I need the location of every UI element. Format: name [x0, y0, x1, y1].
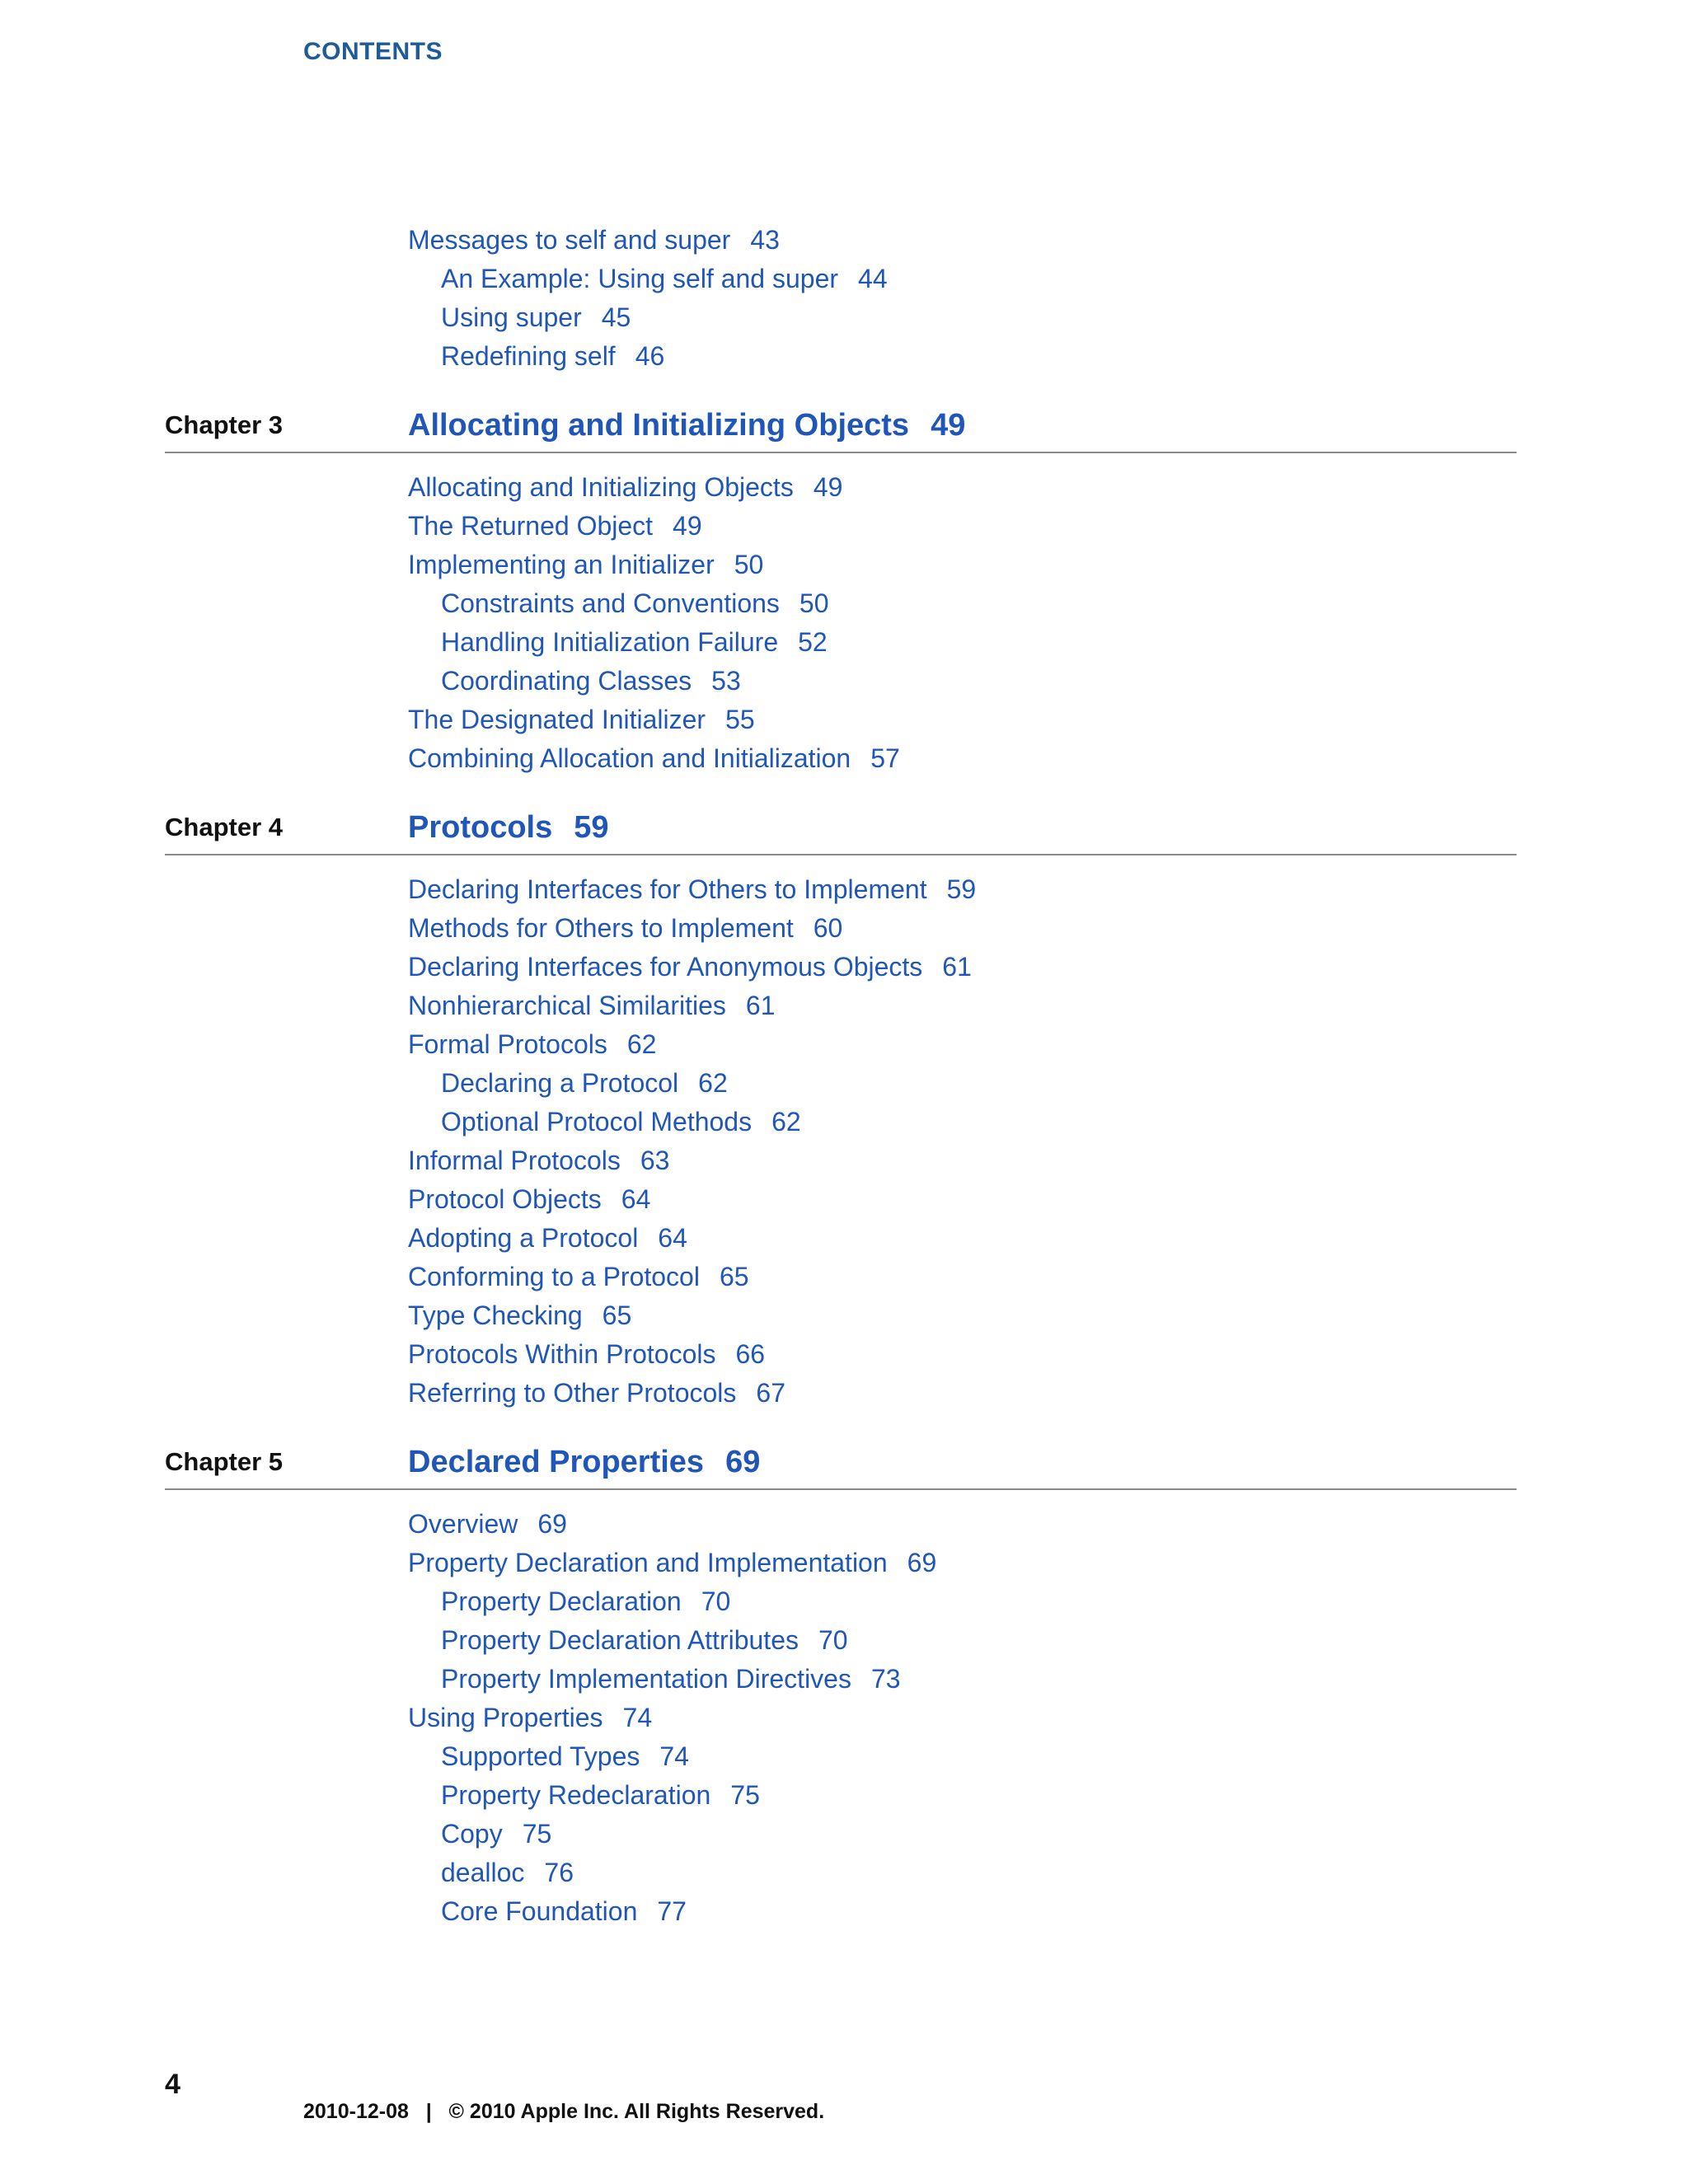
toc-entry-page-number: 62 — [626, 1029, 657, 1059]
toc-entry-link[interactable] — [408, 1776, 1517, 1815]
toc-entry-link[interactable] — [408, 1180, 1517, 1219]
toc-entry-page-number: 57 — [870, 743, 900, 773]
toc-entry-title: Implementing an Initializer — [408, 550, 715, 579]
chapter-entry-list — [165, 453, 1517, 778]
toc-entry-link[interactable] — [408, 1103, 1517, 1141]
chapter-entry-list — [165, 855, 1517, 1413]
toc-entry-page-number: 61 — [745, 991, 776, 1020]
toc-entry-title: Property Declaration and Implementation — [408, 1548, 888, 1577]
toc-entry-page-number: 45 — [601, 302, 631, 332]
toc-entry-link[interactable] — [408, 584, 1517, 623]
toc-entry-link[interactable] — [408, 546, 1517, 584]
chapter-entry-list — [165, 1490, 1517, 1931]
toc-entry-link[interactable] — [408, 623, 1517, 662]
toc-entry-link[interactable] — [408, 1505, 1517, 1544]
toc-entry-link[interactable] — [408, 507, 1517, 546]
toc-entry-page-number: 62 — [698, 1068, 728, 1098]
chapter-title-text: Protocols — [408, 810, 553, 845]
toc-entry-title: An Example: Using self and super — [441, 264, 839, 293]
toc-entry-title: Methods for Others to Implement — [408, 913, 794, 943]
toc-entry-title: Property Declaration — [441, 1586, 682, 1616]
toc-entry-page-number: 73 — [870, 1664, 901, 1694]
toc-entry-page-number: 66 — [735, 1339, 766, 1369]
toc-entry-page-number: 76 — [544, 1858, 574, 1887]
toc-entry-title: Constraints and Conventions — [441, 588, 780, 618]
toc-entry-title: Referring to Other Protocols — [408, 1378, 737, 1408]
toc-entry-link[interactable] — [408, 468, 1517, 507]
toc-entry-link[interactable] — [408, 1258, 1517, 1296]
chapter-section — [165, 1432, 1517, 1931]
toc-entry-link[interactable] — [408, 870, 1517, 909]
toc-entry-page-number: 49 — [813, 472, 843, 502]
toc-entry-title: Copy — [441, 1819, 503, 1849]
toc-entry-page-number: 46 — [635, 341, 665, 371]
chapter-title-text: Allocating and Initializing Objects — [408, 408, 910, 443]
toc-entry-title: Protocol Objects — [408, 1184, 602, 1214]
toc-entry-page-number: 60 — [813, 913, 843, 943]
toc-entry-page-number: 53 — [711, 666, 741, 696]
toc-entry-title: Property Redeclaration — [441, 1780, 711, 1810]
toc-entry-page-number: 75 — [730, 1780, 760, 1810]
toc-entry-link[interactable] — [408, 1737, 1517, 1776]
toc-entry-link[interactable] — [408, 739, 1517, 778]
toc-entry-link[interactable] — [408, 298, 1517, 337]
toc-entry-link[interactable] — [408, 337, 1517, 376]
page-number: 4 — [165, 2069, 181, 2100]
toc-entry-title: Allocating and Initializing Objects — [408, 472, 794, 502]
toc-entry-page-number: 63 — [640, 1146, 670, 1175]
toc-entry-title: Core Foundation — [441, 1896, 638, 1926]
toc-entry-page-number: 64 — [658, 1223, 687, 1253]
footer-copyright: 2010-12-08 | © 2010 Apple Inc. All Rights Reserved. — [303, 2100, 825, 2123]
toc-entry-title: Property Implementation Directives — [441, 1664, 851, 1694]
toc-entry-link[interactable] — [408, 1141, 1517, 1180]
toc-entry-page-number: 61 — [942, 952, 972, 982]
toc-entry-link[interactable] — [408, 1854, 1517, 1892]
toc-entry-page-number: 50 — [734, 550, 764, 579]
toc-entry-link[interactable] — [408, 909, 1517, 948]
toc-entry-link[interactable] — [408, 1892, 1517, 1931]
chapter-section — [165, 396, 1517, 778]
toc-entry-page-number: 74 — [659, 1741, 689, 1771]
chapter-title-text: Declared Properties — [408, 1445, 705, 1479]
toc-entry-page-number: 70 — [701, 1586, 731, 1616]
toc-entry-page-number: 52 — [798, 627, 828, 657]
table-of-contents — [165, 221, 1517, 1931]
toc-entry-title: Protocols Within Protocols — [408, 1339, 716, 1369]
chapter-page-number: 49 — [931, 408, 966, 443]
toc-entry-link[interactable] — [408, 1296, 1517, 1335]
toc-entry-link[interactable] — [408, 662, 1517, 701]
toc-entry-title: Combining Allocation and Initialization — [408, 743, 851, 773]
toc-entry-page-number: 69 — [537, 1509, 567, 1539]
chapter-title-link[interactable] — [408, 810, 609, 846]
toc-entry-page-number: 69 — [907, 1548, 937, 1577]
toc-entry-title: Messages to self and super — [408, 225, 731, 255]
toc-entry-page-number: 43 — [750, 225, 780, 255]
toc-entry-title: Overview — [408, 1509, 518, 1539]
toc-entry-page-number: 65 — [719, 1262, 749, 1291]
toc-entry-link[interactable] — [408, 1219, 1517, 1258]
toc-entry-link[interactable] — [408, 1064, 1517, 1103]
toc-entry-title: Redefining self — [441, 341, 616, 371]
chapter-heading — [165, 396, 1517, 453]
toc-entry-page-number: 67 — [756, 1378, 785, 1408]
toc-entry-page-number: 44 — [858, 264, 888, 293]
toc-entry-page-number: 50 — [799, 588, 829, 618]
toc-entry-page-number: 55 — [725, 705, 755, 734]
chapter-list — [165, 396, 1517, 1931]
chapter-section — [165, 798, 1517, 1413]
toc-entry-title: Supported Types — [441, 1741, 640, 1771]
toc-entry-title: Formal Protocols — [408, 1029, 607, 1059]
toc-entry-page-number: 62 — [771, 1107, 801, 1137]
toc-entry-link[interactable] — [408, 1660, 1517, 1699]
chapter-label: Chapter 5 — [165, 1447, 283, 1476]
chapter-page-number: 59 — [574, 810, 609, 845]
toc-entry-title: Handling Initialization Failure — [441, 627, 779, 657]
toc-entry-link[interactable] — [408, 1544, 1517, 1582]
toc-entry-title: Optional Protocol Methods — [441, 1107, 753, 1137]
toc-entry-link[interactable] — [408, 1815, 1517, 1854]
toc-entry-page-number: 74 — [622, 1703, 653, 1732]
toc-entry-title: Declaring Interfaces for Anonymous Objects — [408, 952, 923, 982]
chapter-label: Chapter 3 — [165, 410, 283, 439]
toc-entry-page-number: 64 — [621, 1184, 651, 1214]
chapter-title-link[interactable] — [408, 1445, 760, 1480]
toc-entry-link[interactable] — [408, 701, 1517, 739]
toc-entry-title: Declaring a Protocol — [441, 1068, 679, 1098]
toc-entry-title: dealloc — [441, 1858, 525, 1887]
toc-entry-title: Property Declaration Attributes — [441, 1625, 799, 1655]
toc-entry-title: Coordinating Classes — [441, 666, 692, 696]
toc-entry-title: The Designated Initializer — [408, 705, 706, 734]
toc-entry-title: Type Checking — [408, 1301, 583, 1330]
toc-entry-title: Declaring Interfaces for Others to Implement — [408, 874, 927, 904]
toc-entry-title: Conforming to a Protocol — [408, 1262, 700, 1291]
toc-entry-link[interactable] — [408, 1582, 1517, 1621]
toc-entry-title: Adopting a Protocol — [408, 1223, 639, 1253]
toc-entry-link[interactable] — [408, 987, 1517, 1025]
chapter-heading — [165, 1432, 1517, 1490]
toc-entry-link[interactable] — [408, 1025, 1517, 1064]
toc-entry-title: Informal Protocols — [408, 1146, 621, 1175]
chapter-heading — [165, 798, 1517, 855]
chapter-title-link[interactable] — [408, 408, 965, 443]
chapter-page-number: 69 — [725, 1445, 761, 1479]
toc-entry-link[interactable] — [408, 260, 1517, 298]
prelude-entries — [165, 221, 1517, 376]
toc-entry-title: Using super — [441, 302, 582, 332]
toc-entry-title: Using Properties — [408, 1703, 603, 1732]
toc-entry-page-number: 49 — [673, 511, 702, 541]
toc-entry-link[interactable] — [408, 948, 1517, 987]
toc-entry-link[interactable] — [408, 1335, 1517, 1374]
toc-entry-page-number: 59 — [946, 874, 977, 904]
toc-entry-page-number: 75 — [522, 1819, 552, 1849]
toc-entry-page-number: 77 — [657, 1896, 687, 1926]
toc-entry-link[interactable] — [408, 1374, 1517, 1413]
chapter-label: Chapter 4 — [165, 813, 283, 841]
toc-entry-page-number: 65 — [602, 1301, 632, 1330]
toc-entry-title: The Returned Object — [408, 511, 654, 541]
toc-entry-link[interactable] — [408, 1621, 1517, 1660]
toc-entry-link[interactable] — [408, 1699, 1517, 1737]
toc-entry-link[interactable] — [408, 221, 1517, 260]
toc-entry-title: Nonhierarchical Similarities — [408, 991, 726, 1020]
page-header-contents: CONTENTS — [303, 38, 443, 65]
toc-entry-page-number: 70 — [818, 1625, 848, 1655]
